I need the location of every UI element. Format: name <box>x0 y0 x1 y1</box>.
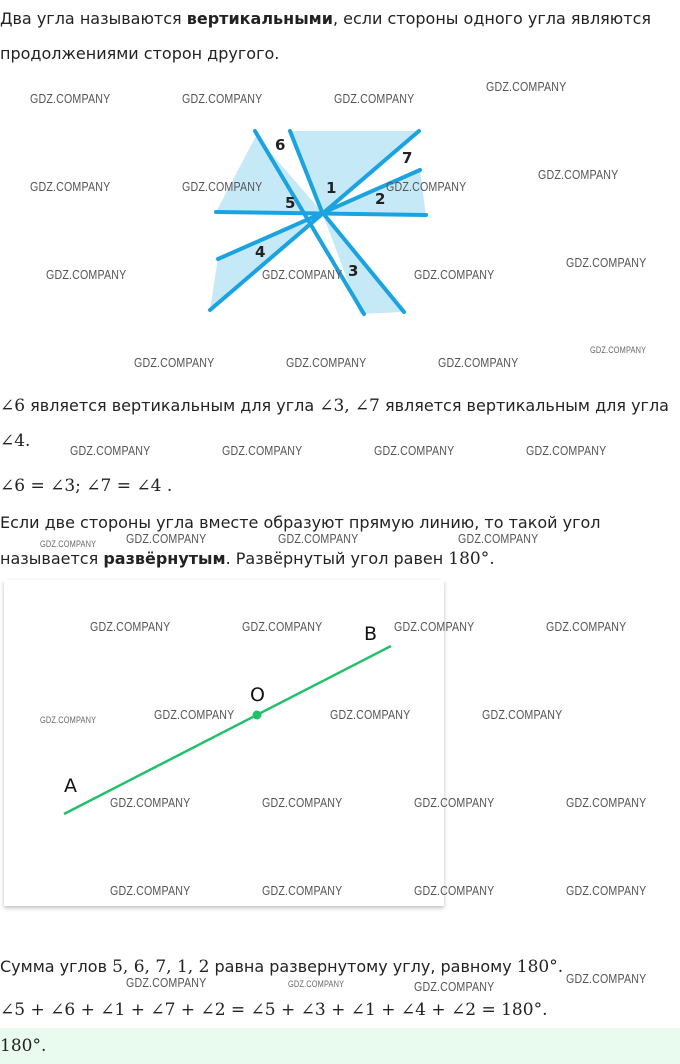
angle-label-4: 4 <box>255 243 266 261</box>
angle-label-7: 7 <box>402 149 413 167</box>
definition-straight-line1: Если две стороны угла вместе образуют прямую линию, то такой угол <box>0 513 601 532</box>
answer-value: 180°. <box>0 1036 47 1056</box>
watermark-text: GDZ.COMPANY <box>566 971 647 986</box>
watermark-text: GDZ.COMPANY <box>278 531 359 546</box>
watermark-text: GDZ.COMPANY <box>414 267 495 282</box>
watermark-text: GDZ.COMPANY <box>566 795 647 810</box>
watermark-text: GDZ.COMPANY <box>438 355 519 370</box>
watermark-text: GDZ.COMPANY <box>262 795 343 810</box>
watermark-text: GDZ.COMPANY <box>526 443 607 458</box>
watermark-text: GDZ.COMPANY <box>334 91 415 106</box>
definition-straight-line2: называется развёрнутым. Развёрнутый угол равен 180°. <box>0 549 495 569</box>
watermark-text: GDZ.COMPANY <box>482 707 563 722</box>
watermark-text: GDZ.COMPANY <box>394 619 475 634</box>
watermark-text: GDZ.COMPANY <box>590 345 647 355</box>
angle-label-2: 2 <box>375 190 386 208</box>
watermark-text: GDZ.COMPANY <box>182 179 263 194</box>
answer-box <box>0 1028 680 1064</box>
watermark-text: GDZ.COMPANY <box>182 91 263 106</box>
watermark-text: GDZ.COMPANY <box>386 179 467 194</box>
watermark-text: GDZ.COMPANY <box>90 619 171 634</box>
angle-label-1: 1 <box>326 179 337 197</box>
definition-vertical-line1: Два угла называются вертикальными, если стороны одного угла являются <box>0 9 652 28</box>
watermark-text: GDZ.COMPANY <box>414 979 495 994</box>
watermark-text: GDZ.COMPANY <box>110 883 191 898</box>
label-o: O <box>250 684 265 706</box>
watermark-text: GDZ.COMPANY <box>486 79 567 94</box>
watermark-text: GDZ.COMPANY <box>110 795 191 810</box>
watermark-text: GDZ.COMPANY <box>126 975 207 990</box>
watermark-text: GDZ.COMPANY <box>538 167 619 182</box>
watermark-text: GDZ.COMPANY <box>262 267 343 282</box>
straight-line-ab <box>64 646 391 814</box>
watermark-text: GDZ.COMPANY <box>134 355 215 370</box>
watermark-text: GDZ.COMPANY <box>546 619 627 634</box>
angle-label-5: 5 <box>285 194 296 212</box>
watermark-text: GDZ.COMPANY <box>70 443 151 458</box>
watermark-text: GDZ.COMPANY <box>40 539 97 549</box>
watermark-text: GDZ.COMPANY <box>414 883 495 898</box>
angle-label-6: 6 <box>275 136 286 154</box>
watermark-text: GDZ.COMPANY <box>242 619 323 634</box>
watermark-text: GDZ.COMPANY <box>30 179 111 194</box>
watermark-text: GDZ.COMPANY <box>374 443 455 458</box>
watermark-text: GDZ.COMPANY <box>30 91 111 106</box>
watermark-text: GDZ.COMPANY <box>330 707 411 722</box>
term-straight: развёрнутым <box>103 549 226 568</box>
watermark-text: GDZ.COMPANY <box>288 979 345 989</box>
angle-label-3: 3 <box>348 262 359 280</box>
vertical-pairs-line1: ∠6 является вертикальным для угла ∠3, ∠7 является вертикальным для угла <box>0 396 669 416</box>
angle-equalities: ∠6 = ∠3; ∠7 = ∠4 . <box>0 476 173 496</box>
label-b: B <box>364 623 378 645</box>
label-a: A <box>64 775 77 797</box>
watermark-text: GDZ.COMPANY <box>126 531 207 546</box>
watermark-text: GDZ.COMPANY <box>458 531 539 546</box>
vertical-pairs-line2: ∠4. <box>0 431 31 451</box>
watermark-text: GDZ.COMPANY <box>566 255 647 270</box>
watermark-text: GDZ.COMPANY <box>262 883 343 898</box>
watermark-text: GDZ.COMPANY <box>566 883 647 898</box>
watermark-text: GDZ.COMPANY <box>286 355 367 370</box>
term-vertical: вертикальными <box>186 9 333 28</box>
watermark-text: GDZ.COMPANY <box>414 795 495 810</box>
sum-equation: ∠5 + ∠6 + ∠1 + ∠7 + ∠2 = ∠5 + ∠3 + ∠1 + ∠4 + ∠2 = 180°. <box>0 1000 548 1020</box>
definition-vertical-line2: продолжениями сторон другого. <box>0 44 280 63</box>
straight-angle-figure <box>4 580 444 906</box>
watermark-text: GDZ.COMPANY <box>222 443 303 458</box>
sum-statement: Сумма углов 5, 6, 7, 1, 2 равна развернутому углу, равному 180°. <box>0 957 564 977</box>
watermark-text: GDZ.COMPANY <box>154 707 235 722</box>
point-o <box>253 711 262 720</box>
watermark-text: GDZ.COMPANY <box>46 267 127 282</box>
watermark-text: GDZ.COMPANY <box>40 715 97 725</box>
